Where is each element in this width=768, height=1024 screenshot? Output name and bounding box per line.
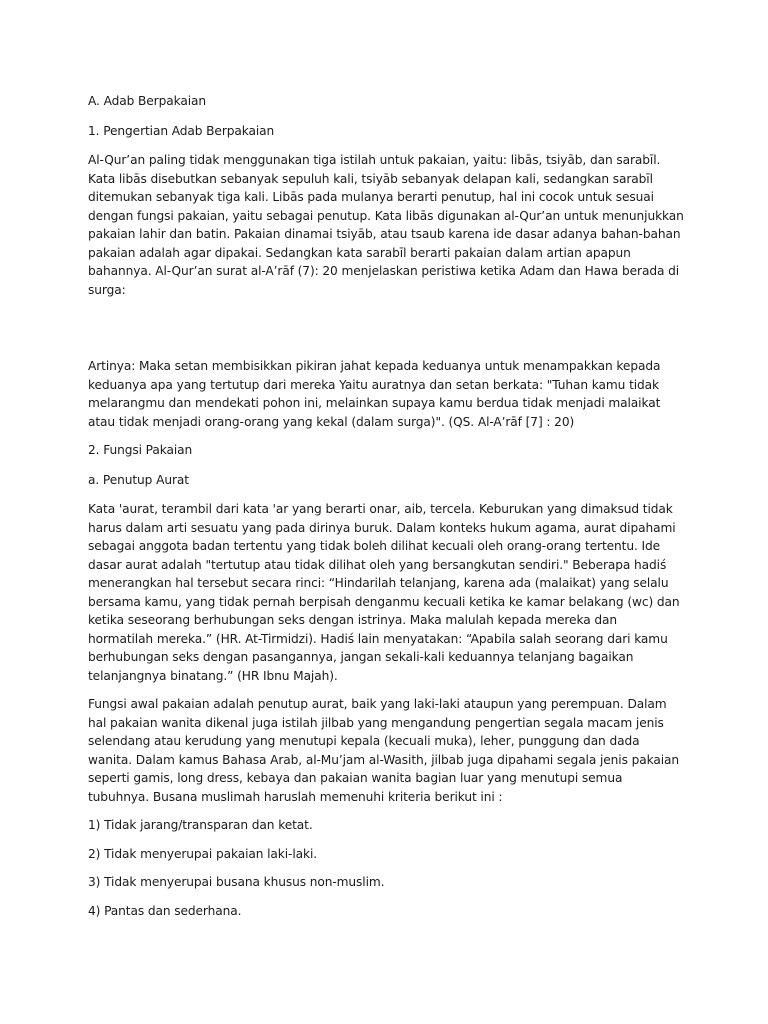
heading-penutup-aurat: a. Penutup Aurat — [88, 472, 189, 487]
paragraph-aurat: Kata 'aurat, terambil dari kata 'ar yang berarti onar, aib, tercela. Keburukan yang dimaksud tidak harus dalam arti sesuatu yang pada dirinya buruk. Dalam konteks hukum agama, aurat dipahami sebagai anggota badan tertentu yang tidak boleh dilihat kecuali oleh orang-orang tertentu. Ide dasar aurat adalah "tertutup atau tidak dilihat oleh yang bersangkutan sendiri." Beberapa hadiś menerangkan hal tersebut secara rinci: “Hindarilah telanjang, karena ada (malaikat) yang selalu bersama kamu, yang tidak pernah berpisah denganmu kecuali ketika ke kamar belakang (wc) dan ketika seseorang berhubungan seks dengan istrinya. Maka malulah kepada mereka dan hormatilah mereka.” (HR. At-Tirmidzi). Hadiś lain menyatakan: “Apabila salah seorang dari kamu berhubungan seks dengan pasangannya, jangan sekali-kali keduannya telanjang bagaikan telanjangnya binatang.” (HR Ibnu Majah). — [88, 502, 680, 683]
heading-pengertian: 1. Pengertian Adab Berpakaian — [88, 123, 275, 138]
criteria-item: 1) Tidak jarang/transparan dan ketat. — [88, 818, 313, 832]
criteria-item: 2) Tidak menyerupai pakaian laki-laki. — [88, 846, 318, 861]
heading-adab-berpakaian: A. Adab Berpakaian — [88, 94, 206, 108]
paragraph-intro: Al-Qur’an paling tidak menggunakan tiga istilah untuk pakaian, yaitu: libās, tsiyāb, dan sarabīl. Kata libās disebutkan sebanyak sepuluh kali, tsiyāb sebanyak delapan kali, sedangkan sarabīl ditemukan sebanyak tiga kali. Libās pada mulanya berarti penutup, hal ini cocok untuk sesuai dengan fungsi pakaian, yaitu sebagai penutup. Kata libās digunakan al-Qur’an untuk menunjukkan pakaian lahir dan batin. Pakaian dinamai tsiyāb, atau tsaub karena ide dasar adanya bahan-bahan pakaian adalah agar dipakai. Sedangkan kata sarabīl berarti pakaian dalam artian apapun bahannya. Al-Qur’an surat al-A’rāf (7): 20 menjelaskan peristiwa ketika Adam dan Hawa berada di surga: — [88, 153, 684, 297]
paragraph-fungsi: Fungsi awal pakaian adalah penutup aurat, baik yang laki-laki ataupun yang perempuan. Dalam hal pakaian wanita dikenal juga istilah jilbab yang mengandung pengertian segala macam jenis selendang atau kerudung yang menutupi kepala (kecuali muka), leher, punggung dan dada wanita. Dalam kamus Bahasa Arab, al-Mu’jam al-Wasith, jilbab juga dipahami segala jenis pakaian seperti gamis, long dress, kebaya dan pakaian wanita bagian luar yang menutupi semua tubuhnya. Busana muslimah haruslah memenuhi kriteria berikut ini : — [88, 697, 680, 804]
document-page — [88, 92, 684, 930]
heading-fungsi-pakaian: 2. Fungsi Pakaian — [88, 443, 193, 457]
blank-space — [88, 309, 684, 357]
criteria-item: 3) Tidak menyerupai busana khusus non-muslim. — [88, 875, 385, 889]
criteria-item: 4) Pantas dan sederhana. — [88, 903, 242, 918]
paragraph-artinya: Artinya: Maka setan membisikkan pikiran jahat kepada keduanya untuk menampakkan kepada keduanya apa yang tertutup dari mereka Yaitu auratnya dan setan berkata: "Tuhan kamu tidak melarangmu dan mendekati pohon ini, melainkan supaya kamu berdua tidak menjadi malaikat atau tidak menjadi orang-orang yang kekal (dalam surga)". (QS. Al-A’rāf [7] : 20) — [88, 359, 661, 429]
